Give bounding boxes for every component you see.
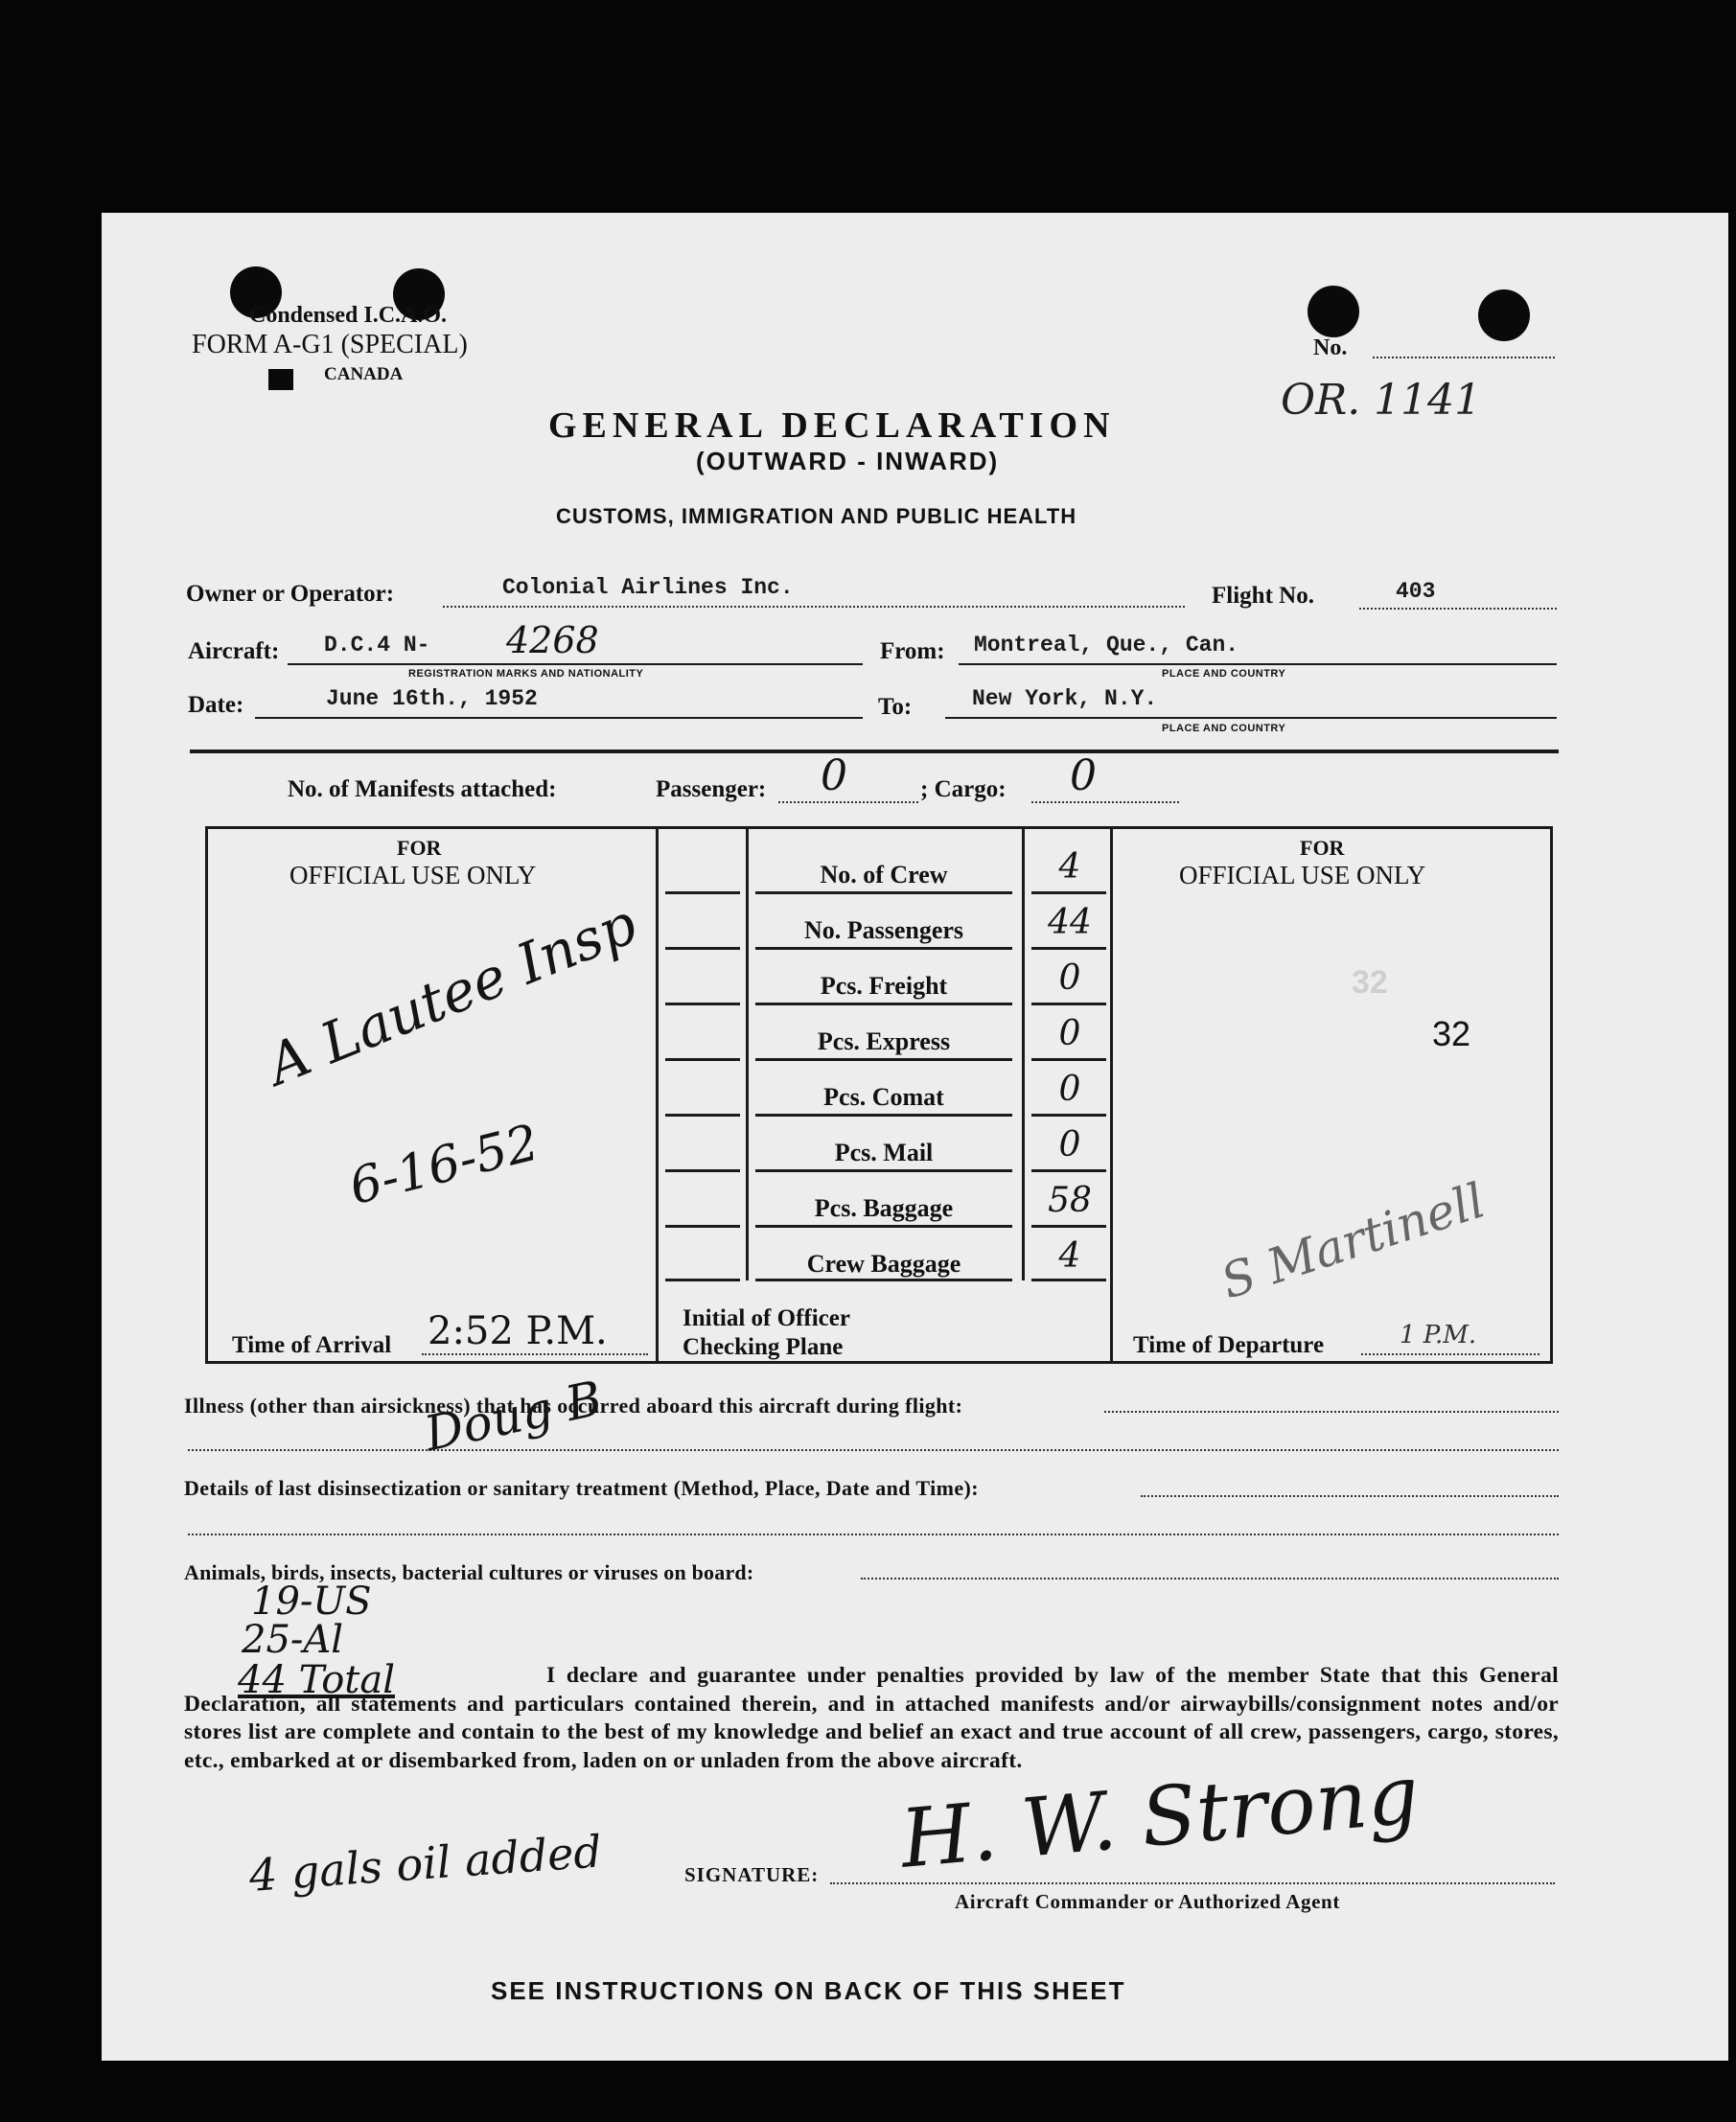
count-line [755, 891, 1012, 894]
box-divider-4 [1110, 826, 1113, 1364]
staple-mark [268, 369, 293, 390]
count-value-mail: 0 [1058, 1125, 1081, 1165]
commander-signature: H. W. Strong [896, 1746, 1423, 1886]
value-line [1031, 1279, 1106, 1281]
value-line [1031, 1003, 1106, 1005]
owner-value: Colonial Airlines Inc. [502, 575, 794, 600]
value-line [1031, 1225, 1106, 1228]
to-label: To: [878, 694, 913, 720]
arrival-label: Time of Arrival [232, 1332, 392, 1358]
to-caption: PLACE AND COUNTRY [1162, 723, 1286, 734]
count-line [755, 1058, 1012, 1061]
from-caption: PLACE AND COUNTRY [1162, 668, 1286, 680]
official-left-for: FOR [397, 836, 442, 860]
official-left-heading: OFFICIAL USE ONLY [289, 861, 537, 889]
value-line [1031, 1169, 1106, 1172]
aircraft-label: Aircraft: [188, 638, 280, 664]
box-divider-2 [746, 826, 749, 1280]
arrival-value: 2:52 P.M. [428, 1309, 608, 1353]
punch-hole [1478, 289, 1530, 341]
count-value-baggage: 58 [1048, 1181, 1092, 1220]
flight-label: Flight No. [1212, 583, 1314, 609]
disinsect-question: Details of last disinsectization or sanitary treatment (Method, Place, Date and Time): [184, 1476, 979, 1500]
to-line [945, 717, 1557, 719]
count-label-crew: No. of Crew [820, 861, 948, 888]
aircraft-registration: 4268 [506, 619, 599, 661]
form-no-value: OR. 1141 [1281, 376, 1482, 425]
flight-value: 403 [1396, 579, 1436, 604]
value-line [1031, 891, 1106, 894]
declaration-text: I declare and guarantee under penalties provided by law of the member State that this General Declaration, all statements and particulars contained therein, and in attached manifests and/or airwaybills/consignment notes and/or stores list are complete and contain to the best of my knowledge and belief an exact and true account of all crew, passengers, cargo, stores, etc., embarked at or disembarked from, laden on or unladen from the above aircraft. [184, 1663, 1559, 1773]
cargo-label: ; Cargo: [920, 776, 1007, 802]
count-value-crew-baggage: 4 [1058, 1236, 1081, 1276]
inspector-date: 6-16-52 [343, 1114, 544, 1217]
form-no-label: No. [1313, 335, 1348, 360]
arrival-line [422, 1353, 648, 1355]
to-value: New York, N.Y. [972, 686, 1158, 711]
owner-line [443, 606, 1185, 608]
animals-line [861, 1578, 1559, 1580]
form-country: CANADA [324, 364, 404, 384]
form-code: FORM A-G1 (SPECIAL) [192, 330, 468, 359]
page-title: GENERAL DECLARATION [548, 405, 1116, 446]
departure-label: Time of Departure [1133, 1332, 1325, 1358]
official-right-for: FOR [1300, 836, 1345, 860]
value-line [1031, 947, 1106, 950]
animals-question: Animals, birds, insects, bacterial cultures or viruses on board: [184, 1560, 754, 1584]
officer-label-1: Initial of Officer [683, 1305, 850, 1331]
box-left [205, 826, 208, 1364]
cargo-value: 0 [1070, 751, 1097, 800]
count-line [755, 1169, 1012, 1172]
count-label-passengers: No. Passengers [803, 916, 964, 944]
passenger-value: 0 [821, 751, 847, 800]
short-line [665, 891, 740, 894]
aircraft-caption: REGISTRATION MARKS AND NATIONALITY [408, 668, 644, 680]
short-line [665, 1279, 740, 1281]
count-value-passengers: 44 [1048, 903, 1092, 942]
oil-note: 4 gals oil added [247, 1825, 604, 1902]
inspector-signature: A Lautee Insp [258, 890, 646, 1098]
footer-instructions: SEE INSTRUCTIONS ON BACK OF THIS SHEET [491, 1976, 1126, 2005]
departure-officer-signature: S Martinell [1215, 1172, 1492, 1310]
signature-label: SIGNATURE: [684, 1863, 820, 1886]
manifests-label: No. of Manifests attached: [288, 776, 557, 802]
short-line [665, 1003, 740, 1005]
value-line [1031, 1058, 1106, 1061]
box-right [1550, 826, 1553, 1364]
illness-line-2 [188, 1449, 1559, 1451]
aircraft-value: D.C.4 N- [324, 633, 430, 657]
from-line [959, 663, 1557, 665]
form-no-line [1373, 357, 1555, 358]
official-right-heading: OFFICIAL USE ONLY [1179, 861, 1426, 889]
divider [190, 750, 1559, 753]
count-value-express: 0 [1058, 1014, 1081, 1053]
count-line [755, 1225, 1012, 1228]
page-subtitle: (OUTWARD - INWARD) [696, 447, 1000, 475]
short-line [665, 1114, 740, 1117]
flight-line [1359, 608, 1557, 610]
tally-alien: 25-Al [242, 1618, 344, 1662]
count-label-crew-baggage: Crew Baggage [806, 1250, 961, 1278]
page-department: CUSTOMS, IMMIGRATION AND PUBLIC HEALTH [556, 504, 1077, 528]
tally-us: 19-US [251, 1580, 372, 1624]
count-label-freight: Pcs. Freight [820, 972, 948, 1000]
punch-hole [1308, 286, 1359, 337]
cargo-line [1031, 801, 1179, 803]
passenger-label: Passenger: [656, 776, 767, 802]
from-value: Montreal, Que., Can. [974, 633, 1239, 657]
form-condensed: Condensed I.C.A.O. [249, 303, 448, 328]
count-label-comat: Pcs. Comat [823, 1083, 944, 1111]
short-line [665, 1058, 740, 1061]
disinsect-line [1141, 1495, 1559, 1497]
count-label-express: Pcs. Express [817, 1027, 951, 1055]
tally-total: 44 Total [238, 1658, 395, 1702]
departure-line [1361, 1353, 1539, 1355]
passenger-line [778, 801, 918, 803]
count-value-freight: 0 [1058, 958, 1081, 998]
box-top [205, 826, 1553, 829]
count-value-crew: 4 [1058, 847, 1081, 887]
count-line [755, 1003, 1012, 1005]
official-number: 32 [1432, 1014, 1471, 1053]
count-line [755, 1114, 1012, 1117]
short-line [665, 947, 740, 950]
date-line [255, 717, 863, 719]
value-line [1031, 1114, 1106, 1117]
officer-label-2: Checking Plane [683, 1334, 844, 1360]
date-label: Date: [188, 692, 244, 718]
disinsect-line-2 [188, 1534, 1559, 1535]
short-line [665, 1169, 740, 1172]
faint-number: 32 [1352, 964, 1388, 1001]
box-divider-1 [656, 826, 659, 1364]
count-line [755, 1279, 1012, 1281]
health-initials: Doug B [419, 1370, 607, 1463]
departure-value: 1 P.M. [1400, 1321, 1477, 1349]
form-sheet [102, 213, 1728, 2061]
aircraft-line [288, 663, 863, 665]
illness-question: Illness (other than airsickness) that has occurred aboard this aircraft during flight: [184, 1394, 963, 1418]
date-value: June 16th., 1952 [326, 686, 538, 711]
signature-caption: Aircraft Commander or Authorized Agent [955, 1890, 1340, 1913]
short-line [665, 1225, 740, 1228]
box-divider-3 [1022, 826, 1025, 1280]
count-label-baggage: Pcs. Baggage [814, 1194, 954, 1222]
box-bottom [205, 1361, 1553, 1364]
count-value-comat: 0 [1058, 1070, 1081, 1109]
from-label: From: [880, 638, 945, 664]
owner-label: Owner or Operator: [186, 581, 395, 607]
count-label-mail: Pcs. Mail [834, 1139, 934, 1166]
count-line [755, 947, 1012, 950]
illness-line [1104, 1411, 1559, 1413]
